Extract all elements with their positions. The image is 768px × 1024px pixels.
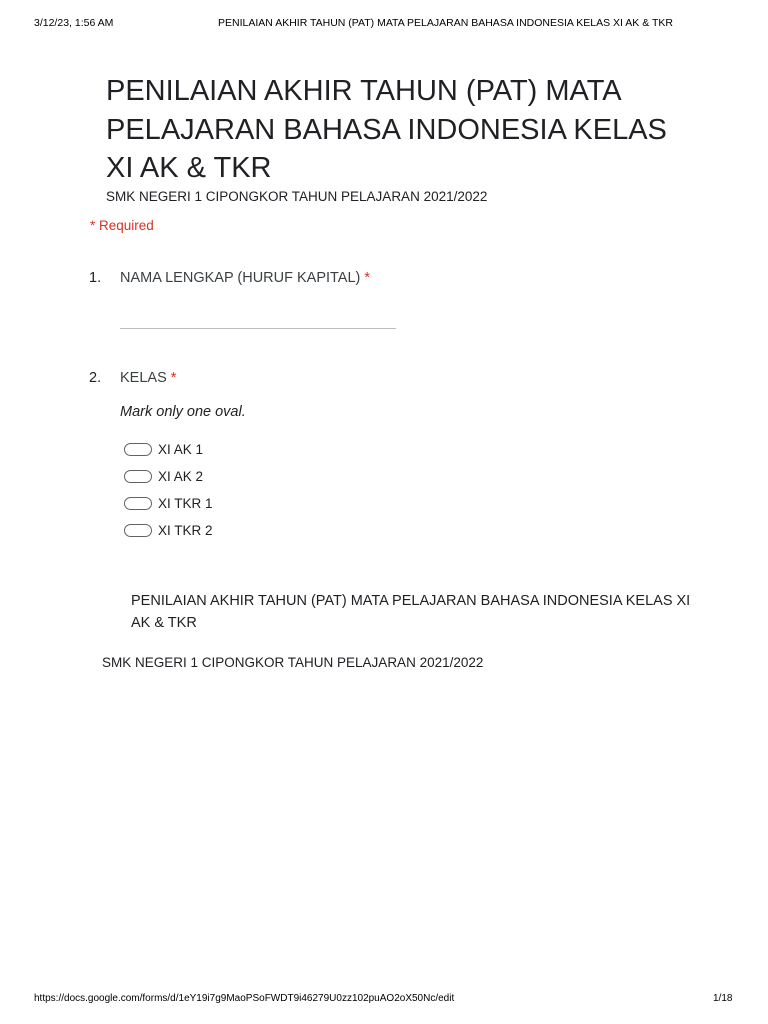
option-xi-ak-2[interactable] bbox=[124, 468, 203, 485]
question-2-label: KELAS bbox=[120, 370, 167, 386]
radio-oval[interactable] bbox=[124, 443, 152, 456]
question-1-text bbox=[120, 270, 370, 286]
option-label: XI AK 1 bbox=[158, 442, 204, 457]
radio-oval[interactable] bbox=[124, 470, 152, 483]
print-footer-page: 1/18 bbox=[713, 993, 733, 1004]
option-xi-tkr-2[interactable] bbox=[124, 522, 213, 539]
question-2-instruction: Mark only one oval. bbox=[120, 404, 246, 420]
option-xi-tkr-1[interactable] bbox=[124, 495, 213, 512]
section-title: PENILAIAN AKHIR TAHUN (PAT) MATA PELAJARAN BAHASA INDONESIA KELAS XI AK & TKR bbox=[131, 593, 691, 631]
section-subtitle: SMK NEGERI 1 CIPONGKOR TAHUN PELAJARAN 2021/2022 bbox=[102, 655, 484, 670]
required-asterisk: * bbox=[170, 370, 177, 386]
required-asterisk: * bbox=[364, 270, 371, 286]
question-1-number: 1. bbox=[89, 270, 102, 286]
question-2-text bbox=[120, 370, 176, 386]
name-answer-line[interactable] bbox=[120, 328, 396, 329]
option-xi-ak-1[interactable] bbox=[124, 441, 203, 458]
radio-oval[interactable] bbox=[124, 524, 152, 537]
print-footer-url: https://docs.google.com/forms/d/1eY19i7g9MaoPSoFWDT9i46279U0zz102puAO2oX50Nc/edit bbox=[34, 993, 455, 1004]
required-note: * Required bbox=[90, 218, 154, 233]
question-1-label: NAMA LENGKAP (HURUF KAPITAL) bbox=[120, 270, 361, 286]
option-label: XI TKR 1 bbox=[158, 496, 213, 511]
radio-oval[interactable] bbox=[124, 497, 152, 510]
form-title: PENILAIAN AKHIR TAHUN (PAT) MATA PELAJARAN BAHASA INDONESIA KELAS XI AK & TKR bbox=[106, 75, 667, 184]
print-header-date: 3/12/23, 1:56 AM bbox=[34, 17, 114, 29]
print-header-title: PENILAIAN AKHIR TAHUN (PAT) MATA PELAJARAN BAHASA INDONESIA KELAS XI AK & TKR bbox=[218, 17, 673, 29]
form-subtitle: SMK NEGERI 1 CIPONGKOR TAHUN PELAJARAN 2021/2022 bbox=[106, 189, 488, 204]
option-label: XI TKR 2 bbox=[158, 523, 213, 538]
question-2-number: 2. bbox=[89, 370, 102, 386]
option-label: XI AK 2 bbox=[158, 469, 204, 484]
